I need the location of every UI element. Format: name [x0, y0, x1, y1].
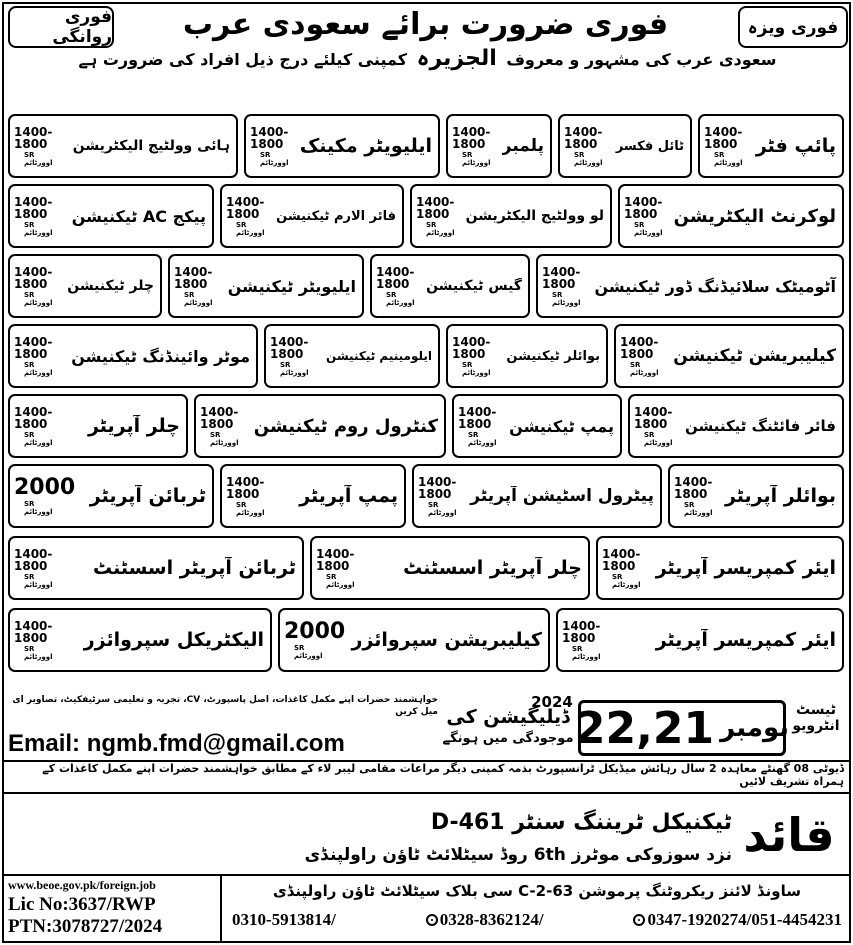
salary-note: SR اوورٹائم [684, 500, 713, 517]
salary-high: 1800 [270, 346, 304, 361]
job-card [452, 394, 622, 458]
salary-high: 1800 [602, 558, 636, 573]
job-card [8, 536, 304, 600]
salary-low: 1400- [674, 474, 713, 489]
interview-date [574, 700, 790, 756]
plot-number: D-461 [430, 810, 505, 835]
email-address[interactable]: ngmb.fmd@gmail.com [86, 730, 345, 757]
salary-note: SR اوورٹائم [326, 572, 355, 589]
job-title: بوائلر آپریٹر [724, 485, 836, 507]
salary-note: SR اوورٹائم [552, 290, 581, 307]
license-block [4, 876, 222, 942]
salary-block [448, 326, 502, 386]
salary-high: 1800 [250, 136, 284, 151]
salary-block [454, 396, 508, 456]
interview-year: 2024 [531, 693, 573, 711]
salary-note: SR اوورٹائم [468, 430, 497, 447]
job-card [558, 114, 692, 178]
job-card [8, 394, 188, 458]
job-card [220, 464, 406, 528]
job-title: ایئر کمپریسر آپریٹر [655, 629, 836, 651]
salary-block [10, 256, 64, 316]
urgent-visa-label: فوری ویزہ [747, 17, 839, 38]
job-card [8, 608, 272, 672]
job-title: چلر ٹیکنیشن [67, 278, 154, 294]
salary-note: SR اوورٹائم [630, 360, 659, 377]
phone-number: 0347-1920274/051-4454231 [647, 910, 842, 929]
job-card [410, 184, 612, 248]
center-logo-word: قائد [743, 808, 835, 862]
delegation-line-2: موجودگی میں ہونگے [442, 731, 574, 746]
salary-low: 1400- [452, 334, 491, 349]
salary-note: SR اوورٹائم [634, 220, 663, 237]
job-title: بوائلر ٹیکنیشن [506, 348, 600, 364]
job-title: الیکٹریکل سپروائزر [83, 629, 264, 651]
salary-note: SR اوورٹائم [574, 150, 603, 167]
salary-low: 1400- [174, 264, 213, 279]
salary-high: 1800 [14, 206, 48, 221]
salary-low: 1400- [14, 334, 53, 349]
salary-high: 1800 [226, 206, 260, 221]
salary-block [620, 186, 674, 246]
job-title: کیلیبریشن ٹیکنیشن [673, 346, 836, 366]
job-card [668, 464, 844, 528]
salary-high: 1800 [452, 136, 486, 151]
salary-note: SR اوورٹائم [428, 500, 457, 517]
salary-note: SR اوورٹائم [426, 220, 455, 237]
delegation-line-1: ڈیلیگیشن کی [446, 706, 570, 728]
interview-days: 22,21 [574, 702, 715, 754]
salary-low: 1400- [624, 194, 663, 209]
salary-low: 1400- [562, 618, 601, 633]
salary-low: 1400- [452, 124, 491, 139]
salary-low: 1400- [250, 124, 289, 139]
salary-low: 1400- [542, 264, 581, 279]
salary-high: 1800 [14, 558, 48, 573]
salary-note: SR اوورٹائم [572, 644, 601, 661]
intro-line [30, 46, 825, 72]
phone-item[interactable] [232, 910, 336, 930]
job-card [8, 464, 214, 528]
job-card [536, 254, 844, 318]
salary-note: SR اوورٹائم [210, 430, 239, 447]
salary-note: SR اوورٹائم [24, 150, 53, 167]
urgent-departure-label: فوری روانگی [52, 7, 112, 47]
job-card [8, 324, 258, 388]
job-card [8, 254, 162, 318]
phone-number: 0310-5913814/ [232, 910, 336, 929]
urgent-visa-tag [738, 6, 848, 48]
salary-low: 1400- [14, 546, 53, 561]
center-name: ٹیکنیکل ٹریننگ سنٹر [512, 810, 732, 835]
intro-part2: کمپنی کیلئے درج ذیل افراد کی ضرورت ہے [78, 50, 407, 69]
salary-low: 1400- [634, 404, 673, 419]
salary-high: 1800 [14, 136, 48, 151]
salary-note: SR اوورٹائم [24, 572, 53, 589]
salary-high: 1800 [14, 630, 48, 645]
center-address: نزد سوزوکی موٹرز 6th روڈ سیٹلائٹ ٹاؤن راولپنڈی [304, 845, 732, 865]
job-title: فائر الارم ٹیکنیشن [276, 208, 396, 224]
job-title: ٹربائن آپریٹر اسسٹنٹ [92, 557, 296, 579]
salary-block [196, 396, 250, 456]
job-title: کیلیبریشن سپروائزر [351, 629, 542, 651]
job-card [618, 184, 844, 248]
job-title: ایلیویٹر ٹیکنیشن [227, 276, 356, 296]
job-card [628, 394, 844, 458]
interview-month: نومبر [720, 713, 790, 743]
job-card [194, 394, 446, 458]
salary-high: 1800 [624, 206, 658, 221]
salary-block [10, 326, 64, 386]
test-interview-label: ٹیسٹ انٹرویو [792, 702, 840, 734]
salary-high: 1800 [564, 136, 598, 151]
salary-low: 1400- [620, 334, 659, 349]
salary-block [412, 186, 466, 246]
salary-low: 1400- [316, 546, 355, 561]
salary-low: 1400- [14, 618, 53, 633]
salary-note: SR اوورٹائم [24, 360, 53, 377]
salary-note: SR اوورٹائم [644, 430, 673, 447]
job-title: آٹومیٹک سلائیڈنگ ڈور ٹیکنیشن [594, 276, 836, 296]
salary-block [670, 466, 724, 526]
salary-low: 2000 [14, 475, 76, 500]
salary-low: 1400- [458, 404, 497, 419]
job-card [244, 114, 440, 178]
salary-block [170, 256, 224, 316]
job-card [614, 324, 844, 388]
job-card [596, 536, 844, 600]
job-card [264, 324, 440, 388]
salary-block [616, 326, 670, 386]
phone-icon [426, 914, 438, 926]
salary-high: 1800 [226, 486, 260, 501]
salary-note: SR اوورٹائم [294, 644, 323, 660]
job-title: پلمبر [502, 136, 544, 156]
salary-high: 1800 [200, 416, 234, 431]
salary-high: 1800 [174, 276, 208, 291]
center-name-line [14, 806, 732, 840]
job-title: چلر آپریٹر اسسٹنٹ [403, 557, 582, 579]
salary-block [10, 610, 64, 670]
job-title: کنٹرول روم ٹیکنیشن [253, 415, 438, 437]
job-card [446, 324, 608, 388]
salary-low: 1400- [14, 404, 53, 419]
salary-note: SR اوورٹائم [236, 500, 265, 517]
salary-low: 1400- [14, 124, 53, 139]
salary-block [372, 256, 426, 316]
beoe-url[interactable]: www.beoe.gov.pk/foreign.job [8, 878, 156, 892]
salary-block [222, 186, 276, 246]
salary-high: 1800 [562, 630, 596, 645]
salary-block [560, 116, 614, 176]
job-card [168, 254, 364, 318]
job-title: ایلیویٹر مکینک [300, 135, 432, 157]
job-title: ایئر کمپریسر آپریٹر [655, 557, 836, 579]
salary-block [448, 116, 502, 176]
phone-item[interactable] [426, 910, 544, 930]
salary-high: 1800 [14, 346, 48, 361]
job-title: ٹائل فکسر [615, 138, 684, 154]
salary-note: SR اوورٹائم [24, 220, 53, 237]
salary-low: 1400- [416, 194, 455, 209]
salary-block [10, 466, 76, 526]
intro-part1: سعودی عرب کی مشہور و معروف [506, 50, 777, 69]
salary-note: SR اوورٹائم [260, 150, 289, 167]
job-card [278, 608, 550, 672]
urgent-departure-tag [8, 6, 114, 48]
divider [4, 792, 849, 794]
salary-low: 1400- [226, 194, 265, 209]
salary-block [10, 116, 64, 176]
job-card [698, 114, 844, 178]
salary-high: 1800 [416, 206, 450, 221]
salary-low: 1400- [564, 124, 603, 139]
salary-note: SR اوورٹائم [236, 220, 265, 237]
job-title: ٹربائن آپریٹر [89, 485, 206, 507]
salary-low: 1400- [704, 124, 743, 139]
email-label: Email: [8, 730, 81, 757]
job-title: لوکرنٹ الیکٹریشن [674, 205, 836, 227]
poster-title [118, 4, 733, 44]
salary-low: 1400- [602, 546, 641, 561]
salary-high: 1800 [674, 486, 708, 501]
salary-block [414, 466, 468, 526]
salary-high: 1800 [634, 416, 668, 431]
salary-note: SR اوورٹائم [280, 360, 309, 377]
job-title: ایلومینیم ٹیکنیشن [326, 349, 432, 363]
salary-block [700, 116, 754, 176]
job-card [8, 114, 238, 178]
email-line [8, 728, 438, 760]
salary-note: SR اوورٹائم [462, 360, 491, 377]
job-card [556, 608, 844, 672]
job-title: چلر آپریٹر [87, 415, 180, 437]
phone-number: 0328-8362124/ [439, 910, 544, 929]
salary-high: 1800 [458, 416, 492, 431]
office-address: ساونڈ لائنز ریکروٹنگ پرموشن 63-C-2 سی بلاک سیٹلائٹ ٹاؤن راولپنڈی [272, 882, 802, 900]
salary-block [598, 538, 652, 598]
job-title: پیٹرول اسٹیشن آپریٹر [470, 486, 654, 506]
salary-block [10, 396, 64, 456]
salary-block [222, 466, 276, 526]
salary-block [10, 538, 64, 598]
company-name: الجزیرہ [416, 46, 497, 71]
ptn-number: PTN:3078727/2024 [8, 916, 163, 937]
salary-low: 1400- [14, 194, 53, 209]
salary-note: SR اوورٹائم [386, 290, 415, 307]
documents-note: خواہشمند حضرات اپنے مکمل کاغذات، اصل پاسپورٹ، CV، تجربہ و تعلیمی سرٹیفکیٹ، تصاویر ای میل کریں [12, 695, 438, 717]
salary-note: SR اوورٹائم [24, 290, 53, 307]
phone-icon [633, 914, 645, 926]
job-title: موٹر وائینڈنگ ٹیکنیشن [71, 346, 250, 366]
salary-block [10, 186, 64, 246]
license-number: Lic No:3637/RWP [8, 894, 156, 915]
job-card [8, 184, 214, 248]
salary-low: 1400- [418, 474, 457, 489]
job-title: پیکج AC ٹیکنیشن [71, 206, 206, 226]
job-card [412, 464, 662, 528]
job-card [220, 184, 404, 248]
salary-high: 1800 [14, 276, 48, 291]
salary-high: 1800 [14, 416, 48, 431]
job-title: فائر فائٹنگ ٹیکنیشن [684, 417, 836, 435]
job-title: ہائی وولٹیج الیکٹریشن [72, 138, 230, 154]
salary-high: 1800 [418, 486, 452, 501]
phone-item[interactable] [633, 910, 842, 930]
salary-note: SR اوورٹائم [184, 290, 213, 307]
job-card [370, 254, 530, 318]
job-title: پائپ فٹر [755, 135, 836, 157]
salary-low: 1400- [270, 334, 309, 349]
job-title: پمپ ٹیکنیشن [509, 416, 614, 436]
salary-low: 1400- [226, 474, 265, 489]
salary-block [246, 116, 300, 176]
salary-low: 1400- [14, 264, 53, 279]
phone-list [226, 906, 848, 934]
salary-block [538, 256, 592, 316]
salary-note: SR اوورٹائم [462, 150, 491, 167]
salary-note: SR اوورٹائم [24, 500, 53, 516]
salary-high: 1800 [542, 276, 576, 291]
salary-block [558, 610, 612, 670]
salary-note: SR اوورٹائم [714, 150, 743, 167]
salary-note: SR اوورٹائم [24, 644, 53, 661]
salary-note: SR اوورٹائم [612, 572, 641, 589]
job-title: لو وولٹیج الیکٹریشن [466, 208, 604, 224]
salary-high: 1800 [376, 276, 410, 291]
contact-block [226, 876, 848, 942]
terms-line: ڈیوٹی 08 گھنٹے معاہدہ 2 سال رہائش میڈیکل ٹرانسپورٹ بذمہ کمپنی دیگر مراعات مقامی لیبر لاء کے مطابق خواہشمند حضرات اپنے مکمل کاغذات کے ہمراہ تشریف لائیں [42, 762, 844, 788]
job-title: پمپ آپریٹر [299, 485, 398, 507]
salary-high: 1800 [704, 136, 738, 151]
salary-block [312, 538, 366, 598]
salary-high: 1800 [452, 346, 486, 361]
salary-block [280, 610, 346, 670]
job-card [310, 536, 590, 600]
salary-note: SR اوورٹائم [24, 430, 53, 447]
job-title: گیس ٹیکنیشن [426, 278, 522, 294]
salary-block [266, 326, 320, 386]
salary-block [630, 396, 684, 456]
salary-high: 1800 [316, 558, 350, 573]
salary-high: 1800 [620, 346, 654, 361]
salary-low: 1400- [376, 264, 415, 279]
delegation-note [440, 706, 576, 756]
salary-low: 2000 [284, 619, 346, 644]
poster-title-text: فوری ضرورت برائے سعودی عرب [182, 6, 669, 42]
salary-low: 1400- [200, 404, 239, 419]
job-card [446, 114, 552, 178]
